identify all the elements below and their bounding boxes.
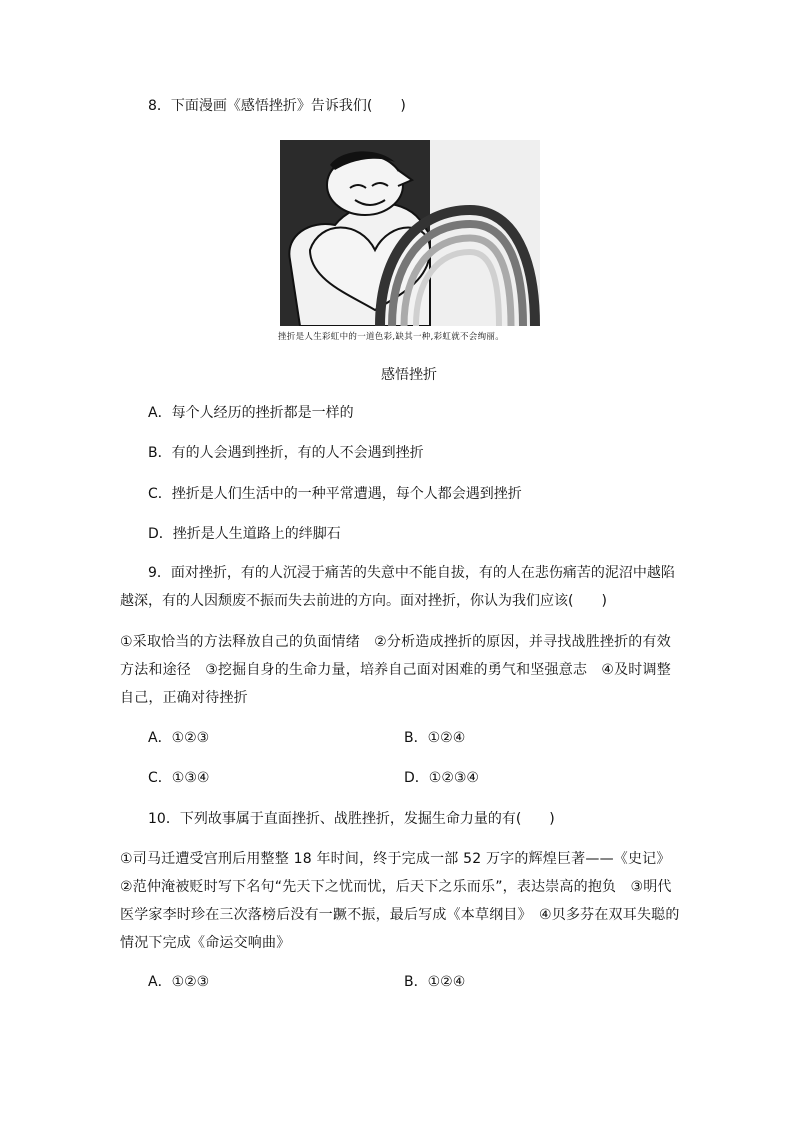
cartoon-illustration [280,140,540,326]
figure-title: 感悟挫折 [381,367,437,383]
q8-option-b[interactable]: B．有的人会遇到挫折，有的人不会遇到挫折 [148,445,424,461]
cartoon-caption: 挫折是人生彩虹中的一道色彩,缺其一种,彩虹就不会绚丽。 [278,332,505,342]
q8-stem: 8．下面漫画《感悟挫折》告诉我们( ) [148,98,406,114]
q9-stem-line2: 越深，有的人因颓废不振而失去前进的方向。面对挫折，你认为我们应该( ) [120,593,607,609]
q9-option-a[interactable]: A．①②③ [148,730,210,746]
q8-option-c[interactable]: C．挫折是人们生活中的一种平常遭遇，每个人都会遇到挫折 [148,486,522,502]
q10-statements: ①司马迁遭受宫刑后用整整 18 年时间，终于完成一部 52 万字的辉煌巨著——《史记》②范仲淹被贬时写下名句“先天下之忧而忧，后天下之乐而乐”，表达崇高的抱负 ③明代医学家李时珍在三次落榜后没有一蹶不振，最后写成《本草纲目》 ④贝多芬在双耳失聪的情况下完成《命运交响曲》 [120,851,680,951]
q8-option-d[interactable]: D．挫折是人生道路上的绊脚石 [148,526,341,542]
q10-option-b[interactable]: B．①②④ [404,974,466,990]
q8-option-a[interactable]: A．每个人经历的挫折都是一样的 [148,405,354,421]
q9-option-b[interactable]: B．①②④ [404,730,466,746]
q9-option-c[interactable]: C．①③④ [148,770,210,786]
q9-statements: ①采取恰当的方法释放自己的负面情绪 ②分析造成挫折的原因，并寻找战胜挫折的有效方法和途径 ③挖掘自身的生命力量，培养自己面对困难的勇气和坚强意志 ④及时调整自己，正确对待挫折 [120,634,671,706]
q9-stem-line1: 9．面对挫折，有的人沉浸于痛苦的失意中不能自拔，有的人在悲伤痛苦的泥沼中越陷 [148,565,675,581]
q10-stem: 10．下列故事属于直面挫折、战胜挫折，发掘生命力量的有( ) [148,811,555,827]
q10-option-a[interactable]: A．①②③ [148,974,210,990]
cartoon-drawing [280,140,540,326]
q9-option-d[interactable]: D．①②③④ [404,770,479,786]
